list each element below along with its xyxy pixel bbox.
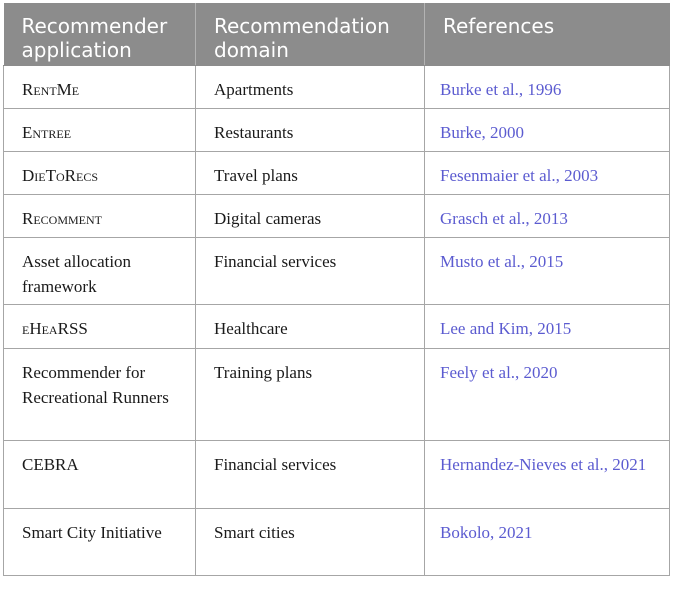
application-cell: RentMe — [4, 65, 196, 108]
reference-link[interactable]: Burke, 2000 — [425, 108, 670, 151]
reference-link[interactable]: Musto et al., 2015 — [425, 237, 670, 304]
header-domain: Recommendation domain — [196, 3, 425, 65]
table-row — [4, 304, 670, 348]
application-cell: Recomment — [4, 194, 196, 237]
table-header-row — [4, 3, 670, 65]
reference-link[interactable]: Lee and Kim, 2015 — [425, 304, 670, 348]
application-cell: Smart City Initiative — [4, 508, 196, 575]
application-cell: Asset allocation framework — [4, 237, 196, 304]
reference-link[interactable]: Grasch et al., 2013 — [425, 194, 670, 237]
application-cell: DieToRecs — [4, 151, 196, 194]
table-row — [4, 65, 670, 108]
table-row — [4, 508, 670, 575]
domain-cell: Travel plans — [196, 151, 425, 194]
reference-link[interactable]: Bokolo, 2021 — [425, 508, 670, 575]
application-cell: Entree — [4, 108, 196, 151]
reference-link[interactable]: Burke et al., 1996 — [425, 65, 670, 108]
table-row — [4, 194, 670, 237]
table-row — [4, 440, 670, 508]
domain-cell: Digital cameras — [196, 194, 425, 237]
reference-link[interactable]: Fesenmaier et al., 2003 — [425, 151, 670, 194]
recommender-table — [3, 3, 670, 576]
domain-cell: Smart cities — [196, 508, 425, 575]
domain-cell: Restaurants — [196, 108, 425, 151]
table-row — [4, 108, 670, 151]
header-references: References — [425, 3, 670, 65]
reference-link[interactable]: Feely et al., 2020 — [425, 348, 670, 440]
domain-cell: Healthcare — [196, 304, 425, 348]
domain-cell: Financial services — [196, 237, 425, 304]
table-row — [4, 237, 670, 304]
table-row — [4, 151, 670, 194]
domain-cell: Financial services — [196, 440, 425, 508]
application-cell: Recommender for Recreational Runners — [4, 348, 196, 440]
table-row — [4, 348, 670, 440]
domain-cell: Training plans — [196, 348, 425, 440]
reference-link[interactable]: Hernandez-Nieves et al., 2021 — [425, 440, 670, 508]
domain-cell: Apartments — [196, 65, 425, 108]
application-cell: CEBRA — [4, 440, 196, 508]
application-cell: eHeaRSS — [4, 304, 196, 348]
header-application: Recommender application — [4, 3, 196, 65]
